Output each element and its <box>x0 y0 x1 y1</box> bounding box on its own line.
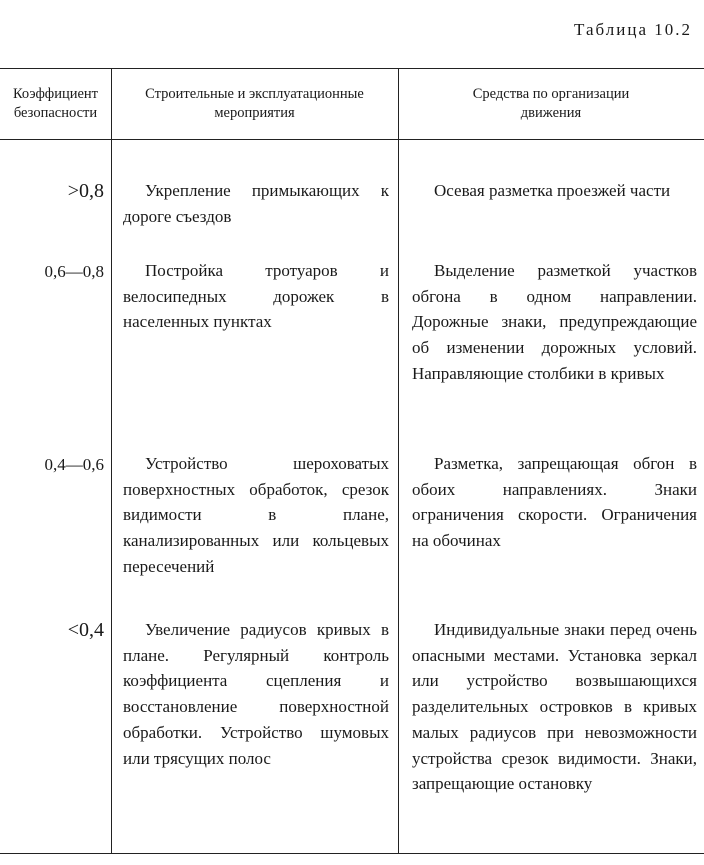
table-caption: Таблица 10.2 <box>574 20 692 39</box>
header-coefficient: Коэффициент безопасности <box>12 86 99 121</box>
coefficient-value: 0,6—0,8 <box>44 262 104 281</box>
measures-text: Устройство шероховатых поверхностных обработок, срезок видимости в плане, канализированных или кольцевых пересечений <box>123 454 389 576</box>
measures-text: Укрепление примыкающих к дороге съездов <box>123 181 389 226</box>
measures-text: Увеличение радиусов кривых в плане. Регулярный контроль коэффициента сцепления и восстановление поверхностной обработки. Устройство шумовых или трясущих полос <box>123 620 389 768</box>
traffic-text: Разметка, запрещающая обгон в обоих направлениях. Знаки ограничения скорости. Ограничения на обочинах <box>412 454 697 551</box>
measures-text: Постройка тротуаров и велосипедных дорожек в населенных пунктах <box>123 261 389 332</box>
column-divider <box>111 69 112 853</box>
traffic-text: Индивидуальные знаки перед очень опасными местами. Установка зеркал или устройство возвышающихся разделительных островков в кривых малых радиусов при невозможности устройства срезок видимости. Знаки, запрещающие остановку <box>412 620 697 794</box>
traffic-text: Выделение разметкой участков обгона в одном направлении. Дорожные знаки, предупреждающие об изменении дорожных условий. Направляющие столбики в кривых <box>412 261 697 383</box>
coefficient-value: <0,4 <box>67 619 104 641</box>
header-traffic: Средства по организации движения <box>472 86 630 121</box>
header-measures: Строительные и эксплуатационные мероприятия <box>145 86 364 121</box>
safety-measures-table <box>0 68 704 854</box>
traffic-text: Осевая разметка проезжей части <box>434 181 671 200</box>
coefficient-value: 0,4—0,6 <box>44 455 104 474</box>
column-divider <box>398 69 399 853</box>
table-header <box>0 69 704 140</box>
coefficient-value: >0,8 <box>67 180 104 202</box>
